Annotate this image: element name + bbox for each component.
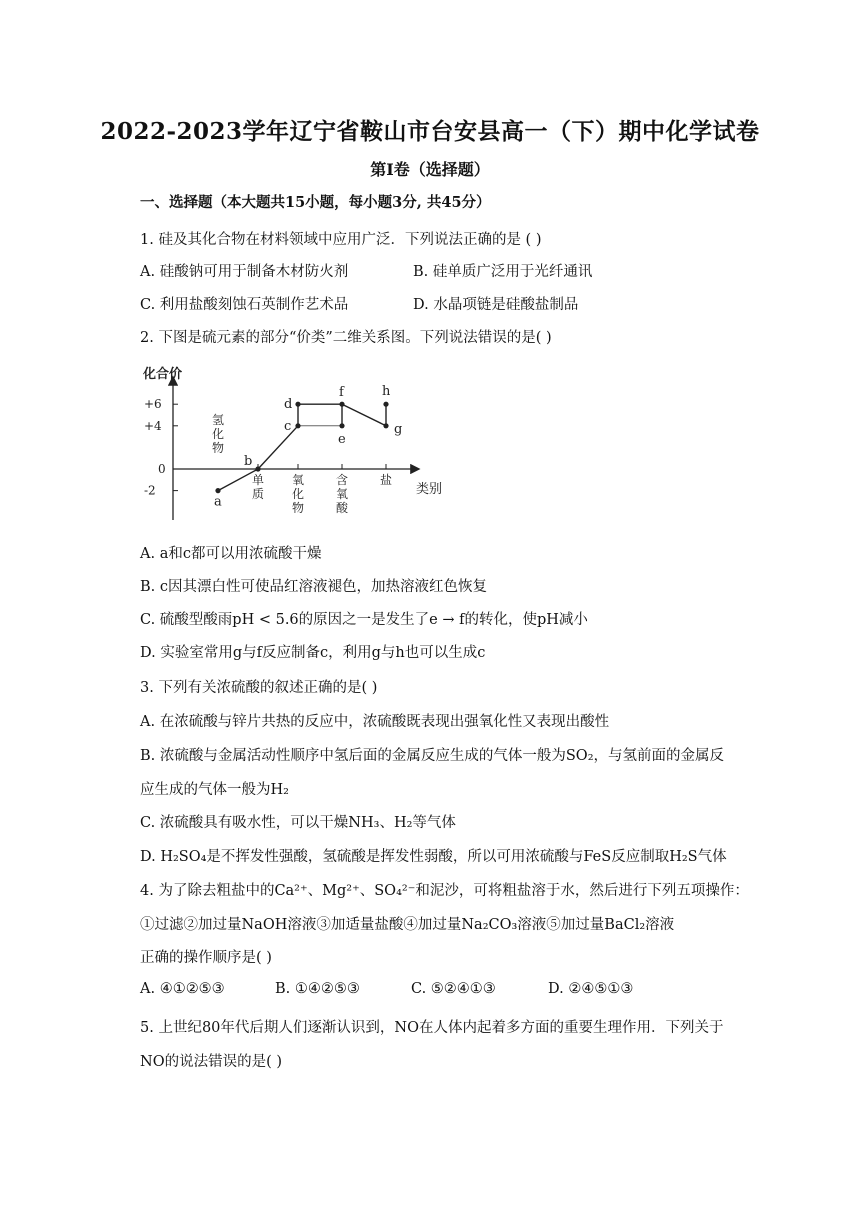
x-axis-label: 类别: [416, 482, 443, 497]
exam-subtitle: 第I卷（选择题）: [370, 160, 490, 179]
point-label-g: g: [394, 421, 403, 437]
q2-option-b: B. c因其漂白性可使品红溶液褪色，加热溶液红色恢复: [140, 579, 487, 595]
data-points: [214, 384, 402, 509]
point-b: [255, 466, 260, 471]
q2-option-d: D. 实验室常用g与f反应制备c，利用g与h也可以生成c: [140, 645, 486, 661]
section-heading: 一、选择题（本大题共15小题，每小题3分, 共45分）: [140, 194, 491, 211]
y-tick-label: +4: [144, 418, 162, 433]
y-tick-label: -2: [144, 483, 156, 498]
connector-line: [258, 426, 298, 469]
q1-option-a: A. 硅酸钠可用于制备木材防火剂: [140, 264, 349, 280]
point-label-h: h: [382, 384, 391, 400]
x-category-label: 单: [252, 473, 265, 487]
point-f: [339, 402, 344, 407]
x-category-label: 盐: [380, 473, 393, 487]
question-5-stem: 5. 上世纪80年代后期人们逐渐认识到，NO在人体内起着多方面的重要生理作用．下列关于: [140, 1020, 724, 1036]
x-category-label: 氧: [336, 487, 349, 501]
q3-option-d: D. H₂SO₄是不挥发性强酸，氢硫酸是挥发性弱酸，所以可用浓硫酸与FeS反应制取H₂S气体: [140, 849, 727, 865]
point-c: [295, 423, 300, 428]
point-e: [339, 423, 344, 428]
x-category-label: 质: [252, 487, 265, 501]
connector-line: [342, 404, 386, 426]
point-label-f: f: [339, 385, 344, 401]
x-category-label: 含: [336, 473, 349, 487]
q3-option-c: C. 浓硫酸具有吸水性，可以干燥NH₃、H₂等气体: [140, 815, 456, 831]
q4-option-a: A. ④①②⑤③: [140, 981, 225, 997]
x-category-label: 化: [212, 427, 225, 441]
x-category-label: 酸: [336, 501, 349, 515]
exam-title: 2022-2023学年辽宁省鞍山市台安县高一（下）期中化学试卷: [100, 118, 760, 145]
question-1-stem: 1. 硅及其化合物在材料领域中应用广泛．下列说法正确的是 ( ): [140, 232, 542, 248]
q3-option-a: A. 在浓硫酸与锌片共热的反应中，浓硫酸既表现出强氧化性又表现出酸性: [140, 714, 610, 730]
x-category-label: 氧: [292, 473, 305, 487]
q1-option-b: B. 硅单质广泛用于光纤通讯: [413, 264, 593, 280]
y-tick-label: 0: [158, 462, 166, 476]
q4-option-b: B. ①④②⑤③: [275, 981, 360, 997]
question-3-stem: 3. 下列有关浓硫酸的叙述正确的是( ): [140, 680, 378, 696]
point-h: [383, 402, 388, 407]
question-4-stem: 4. 为了除去粗盐中的Ca²⁺、Mg²⁺、SO₄²⁻和泥沙，可将粗盐溶于水，然后进行下列五项操作：: [140, 883, 749, 899]
point-label-a: a: [214, 494, 222, 510]
q3-option-b: B. 浓硫酸与金属活动性顺序中氢后面的金属反应生成的气体一般为SO₂，与氢前面的金属反: [140, 748, 725, 764]
point-g: [383, 423, 388, 428]
y-axis-label: 化合价: [143, 367, 183, 382]
q4-option-c: C. ⑤②④①③: [411, 981, 496, 997]
x-category-label: 化: [292, 487, 305, 501]
q2-option-a: A. a和c都可以用浓硫酸干燥: [140, 546, 322, 562]
point-label-e: e: [338, 431, 346, 447]
x-categories: [212, 413, 392, 515]
q4-prompt: 正确的操作顺序是( ): [140, 950, 272, 966]
question-2-stem: 2. 下图是硫元素的部分“价类”二维关系图。下列说法错误的是( ): [140, 330, 552, 346]
y-tick-label: +6: [144, 397, 162, 412]
q1-option-c: C. 利用盐酸刻蚀石英制作艺术品: [140, 297, 349, 313]
point-d: [295, 402, 300, 407]
q1-option-d: D. 水晶项链是硅酸盐制品: [413, 297, 579, 313]
point-label-c: c: [284, 418, 292, 434]
valence-class-diagram: [140, 360, 450, 525]
q3-option-b-cont: 应生成的气体一般为H₂: [140, 782, 289, 798]
q4-operations: ①过滤②加过量NaOH溶液③加适量盐酸④加过量Na₂CO₃溶液⑤加过量BaCl₂溶液: [140, 917, 675, 933]
q4-option-d: D. ②④⑤①③: [548, 981, 634, 997]
q2-option-c: C. 硫酸型酸雨pH < 5.6的原因之一是发生了e → f的转化，使pH减小: [140, 612, 588, 628]
x-category-label: 物: [212, 441, 225, 455]
point-label-b: b: [244, 454, 253, 469]
point-label-d: d: [284, 397, 293, 413]
q5-stem-cont: NO的说法错误的是( ): [140, 1054, 282, 1070]
x-category-label: 物: [292, 501, 305, 515]
x-category-label: 氢: [212, 413, 225, 427]
point-a: [215, 488, 220, 493]
